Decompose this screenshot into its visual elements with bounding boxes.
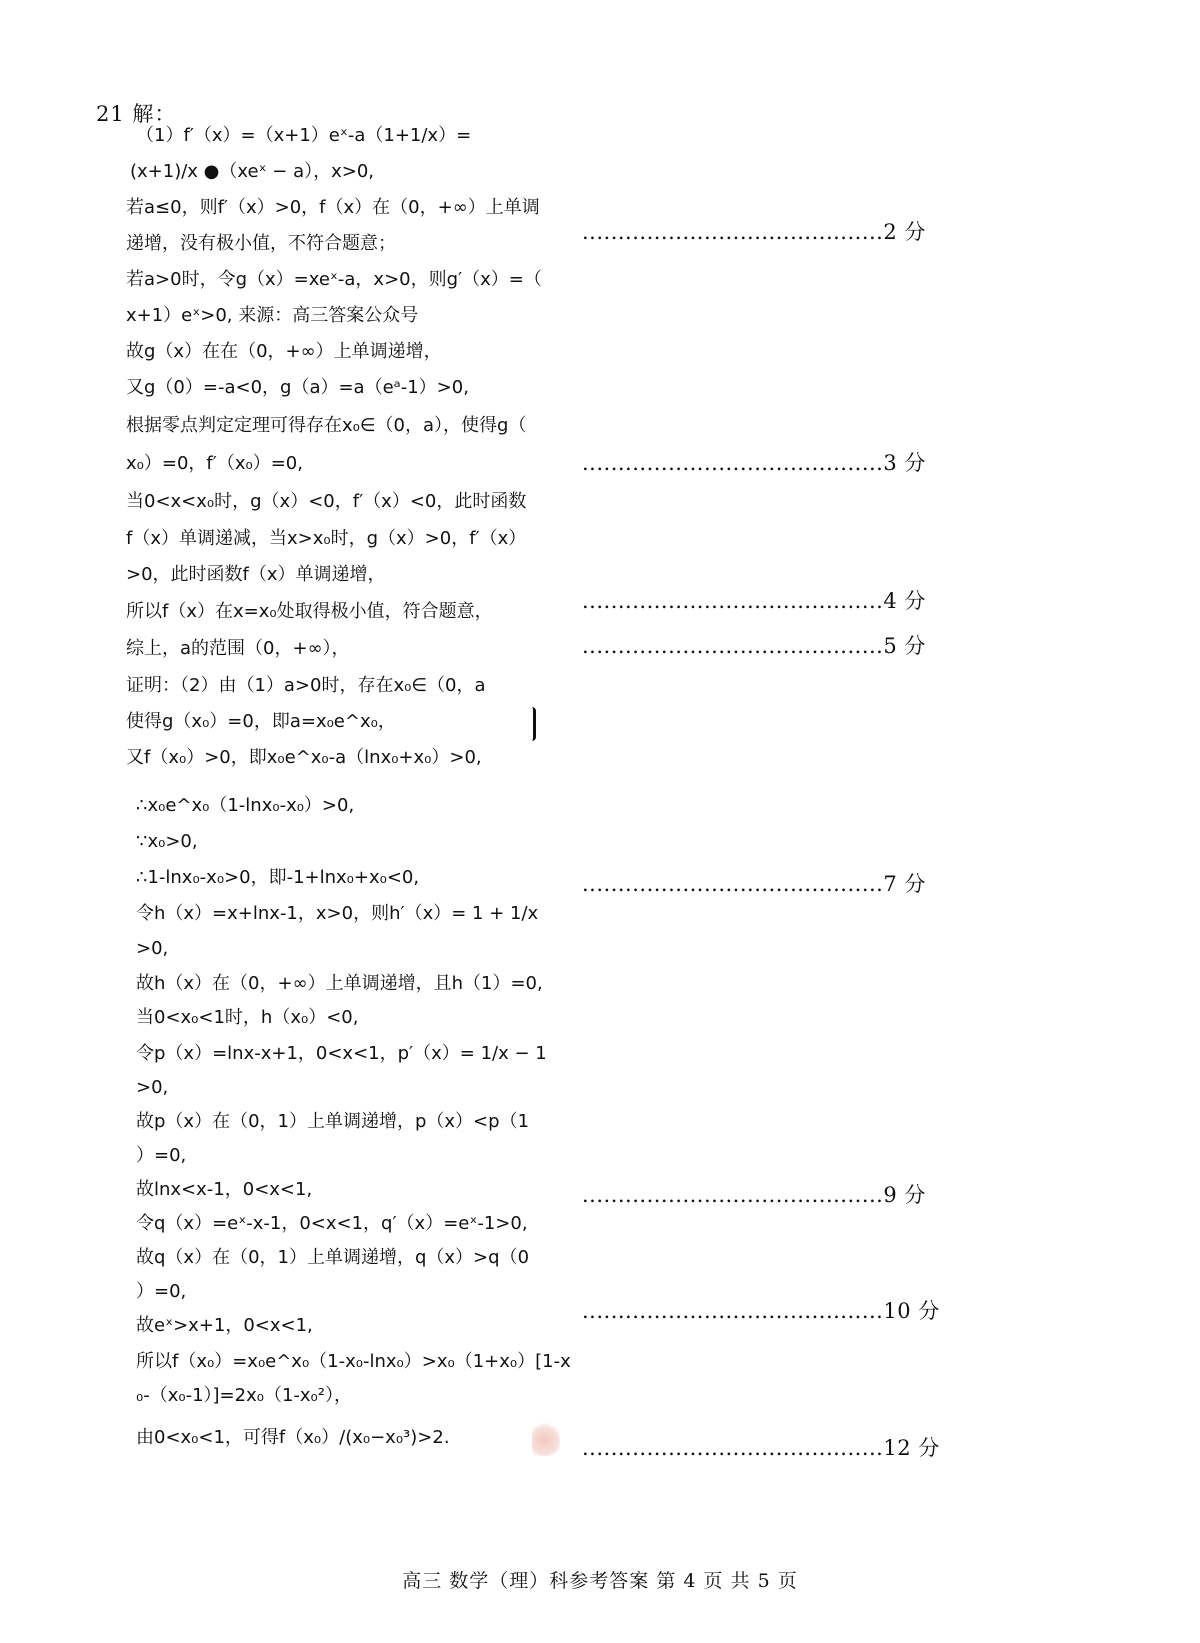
score-marker: ..........................................2 分 — [582, 220, 926, 244]
solution-line: ∵x₀>0, — [136, 831, 198, 852]
ink-smudge — [532, 1422, 560, 1456]
solution-line: x₀）=0，f′（x₀）=0, — [126, 453, 303, 474]
solution-line: 当0<x₀<1时，h（x₀）<0, — [136, 1007, 359, 1028]
solution-line: f（x）单调递减，当x>x₀时，g（x）>0，f′（x） — [126, 528, 527, 549]
score-marker: ..........................................7 分 — [582, 872, 926, 896]
score-marker: ..........................................9 分 — [582, 1183, 926, 1207]
solution-line: 故h（x）在（0，+∞）上单调递增，且h（1）=0, — [136, 973, 543, 994]
solution-line: 使得g（x₀）=0，即a=x₀e^x₀， — [126, 711, 396, 732]
solution-line: （1）f′（x）=（x+1）eˣ-a（1+1/x）= — [136, 125, 472, 146]
solution-line: 又f（x₀）>0，即x₀e^x₀-a（lnx₀+x₀）>0, — [126, 747, 482, 768]
solution-line: 故eˣ>x+1，0<x<1, — [136, 1315, 313, 1336]
score-marker: ..........................................5 分 — [582, 634, 926, 658]
solution-line: x+1）eˣ>0, 来源：高三答案公众号 — [126, 305, 419, 326]
solution-line: (x+1)/x ●（xeˣ − a），x>0, — [130, 161, 375, 182]
solution-line: 当0<x<x₀时，g（x）<0，f′（x）<0，此时函数 — [126, 491, 527, 512]
solution-line: 根据零点判定定理可得存在x₀∈（0，a），使得g（ — [126, 415, 527, 436]
solution-line: ）=0, — [136, 1145, 187, 1166]
solution-line: ₀-（x₀-1）]=2x₀（1-x₀²）， — [136, 1385, 352, 1406]
solution-line: >0, — [136, 1077, 169, 1098]
solution-line: 故q（x）在（0，1）上单调递增，q（x）>q（0 — [136, 1247, 530, 1268]
score-marker: ..........................................10 分 — [582, 1299, 940, 1323]
solution-line: >0，此时函数f（x）单调递增， — [126, 564, 386, 585]
solution-line: 综上，a的范围（0，+∞）， — [126, 638, 350, 659]
solution-line: 证明：（2）由（1）a>0时，存在x₀∈（0，a — [126, 675, 486, 696]
score-marker: ..........................................3 分 — [582, 451, 926, 475]
solution-line: 故p（x）在（0，1）上单调递增，p（x）<p（1 — [136, 1111, 530, 1132]
score-marker: ..........................................12 分 — [582, 1436, 940, 1460]
solution-line: 所以f（x₀）=x₀e^x₀（1-x₀-lnx₀）>x₀（1+x₀）[1-x — [136, 1351, 571, 1372]
solution-line: >0, — [136, 938, 169, 959]
page-footer: 高三 数学（理）科参考答案 第 4 页 共 5 页 — [402, 1570, 798, 1592]
solution-line: 令h（x）=x+lnx-1，x>0，则h′（x）= 1 + 1/x — [136, 903, 539, 924]
solution-line: ∴x₀e^x₀（1-lnx₀-x₀）>0, — [136, 795, 355, 816]
solution-line: 若a≤0，则f′（x）>0，f（x）在（0，+∞）上单调 — [126, 197, 540, 218]
solution-line: 递增，没有极小值，不符合题意； — [126, 233, 396, 254]
solution-line: ）=0, — [136, 1281, 187, 1302]
solution-line: 所以f（x）在x=x₀处取得极小值，符合题意， — [126, 601, 493, 622]
solution-line: 令q（x）=eˣ-x-1，0<x<1，q′（x）=eˣ-1>0, — [136, 1213, 528, 1234]
solution-line: 由0<x₀<1，可得f（x₀）/(x₀−x₀³)>2. — [136, 1427, 450, 1448]
solution-line: 故g（x）在在（0，+∞）上单调递增， — [126, 341, 442, 362]
question-number: 21 解： — [96, 102, 177, 126]
handwritten-bracket — [527, 707, 536, 741]
score-marker: ..........................................4 分 — [582, 589, 926, 613]
solution-line: ∴1-lnx₀-x₀>0，即-1+lnx₀+x₀<0, — [136, 867, 420, 888]
solution-line: 若a>0时，令g（x）=xeˣ-a，x>0，则g′（x）=（ — [126, 269, 542, 290]
solution-line: 令p（x）=lnx-x+1，0<x<1，p′（x）= 1/x − 1 — [136, 1043, 547, 1064]
solution-line: 故lnx<x-1，0<x<1, — [136, 1179, 313, 1200]
solution-line: 又g（0）=-a<0，g（a）=a（eᵃ-1）>0, — [126, 377, 469, 398]
